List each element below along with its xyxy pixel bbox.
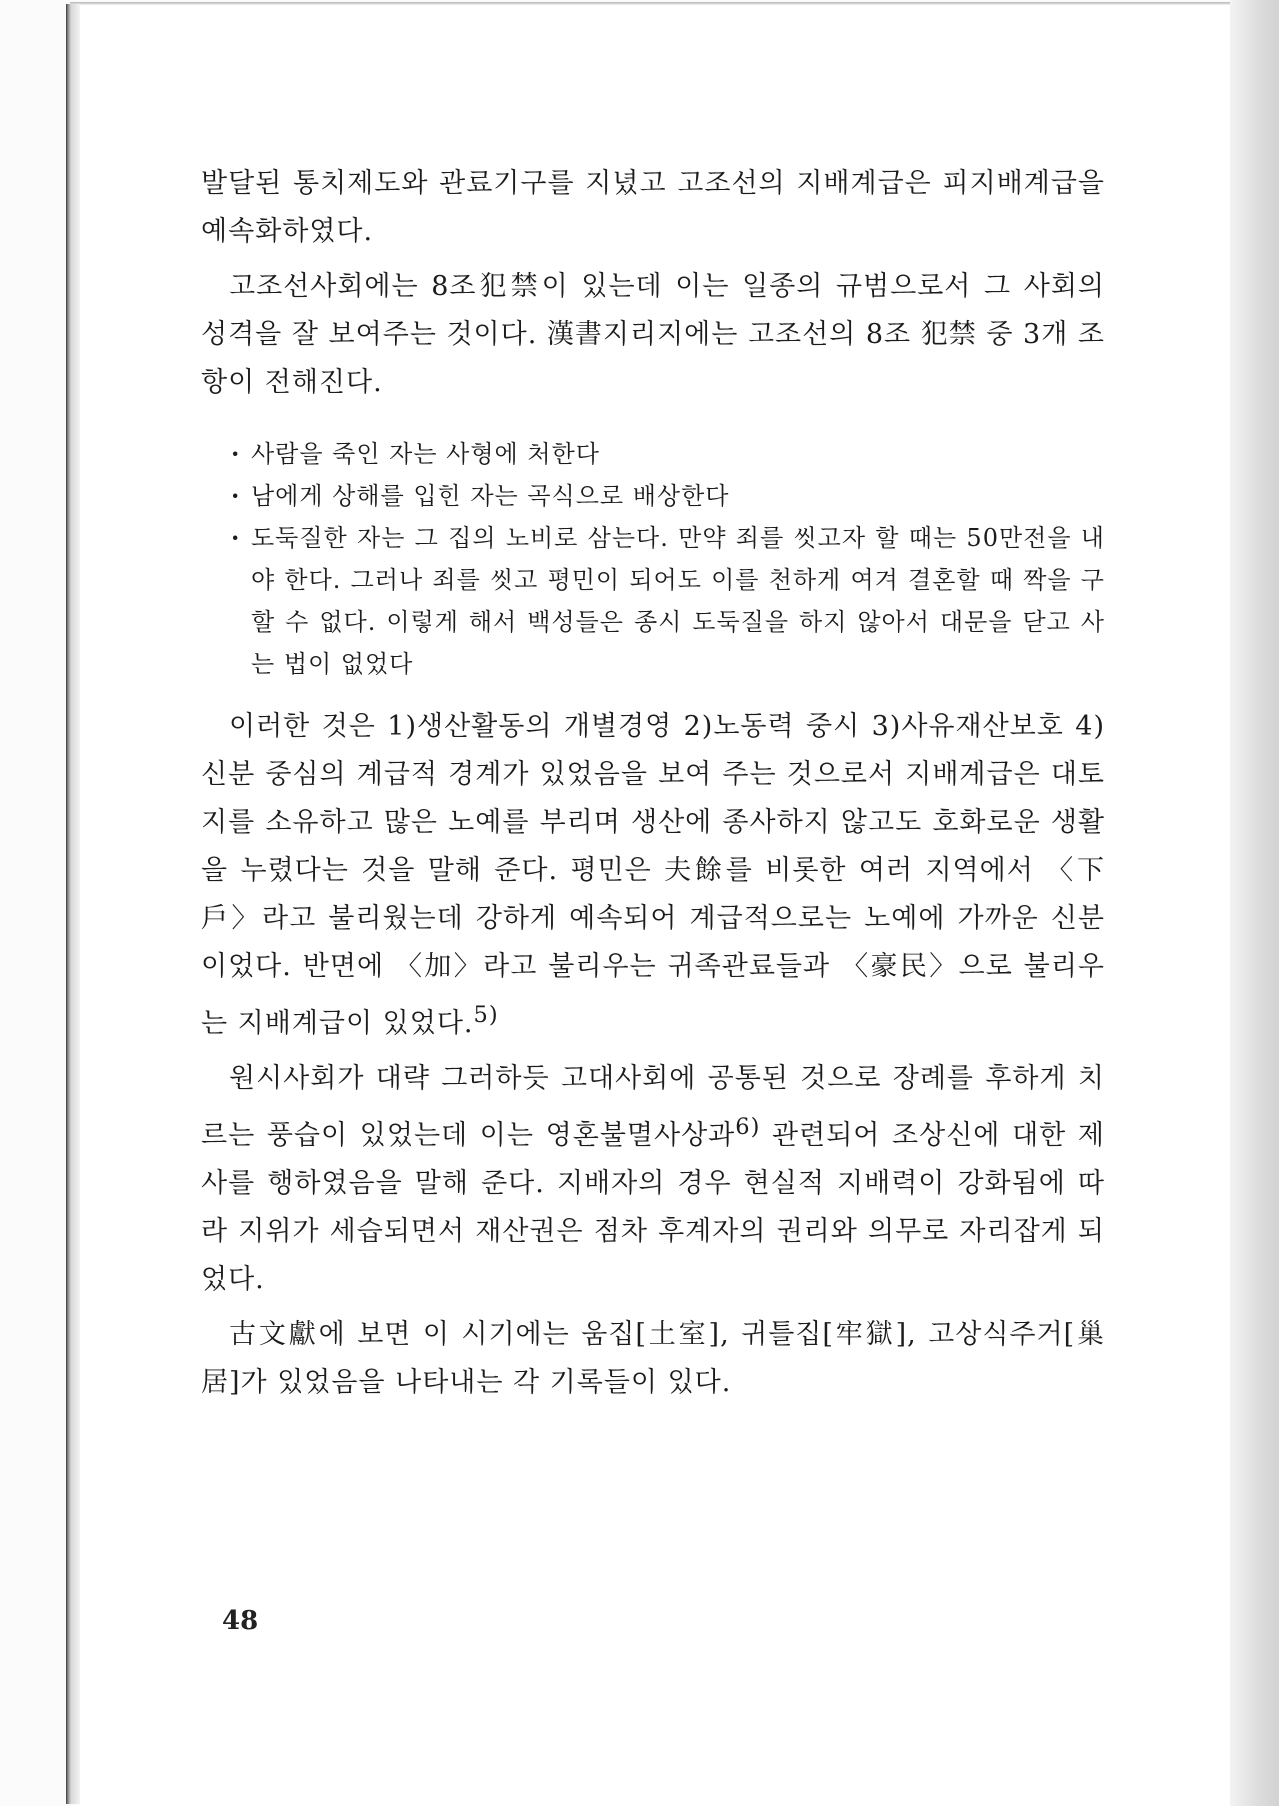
page-number: 48 (222, 1606, 259, 1636)
list-item: · 도둑질한 자는 그 집의 노비로 삼는다. 만약 죄를 씻고자 할 때는 50만전을 내야 한다. 그러나 죄를 씻고 평민이 되어도 이를 천하게 여겨 결혼할 때 짝을 구할 수 없다. 이렇게 해서 백성들은 종시 도둑질을 하지 않아서 대문을 닫고 사는 법이 없었다 (231, 517, 1105, 685)
list-item: · 사람을 죽인 자는 사형에 처한다 (231, 433, 1105, 475)
paragraph-1: 발달된 통치제도와 관료기구를 지녔고 고조선의 지배계급은 피지배계급을 예속화하였다. (201, 168, 1105, 247)
footnote-ref-5: 5) (473, 1002, 499, 1028)
footnote-ref-6: 6) (735, 1114, 761, 1140)
paragraph-4-text: 원시사회가 대략 그러하듯 고대사회에 공통된 것으로 장례를 후하게 치르는 풍습이 있었는데 이는 영혼불멸사상과 (201, 1063, 1105, 1151)
paragraph-4 (201, 1055, 1105, 1304)
paragraph-5: 古文獻에 보면 이 시기에는 움집[土室], 귀틀집[牢獄], 고상식주거[巢居]가 있었음을 나타내는 각 기록들이 있다. (201, 1319, 1105, 1398)
list-item: · 남에게 상해를 입힌 자는 곡식으로 배상한다 (231, 475, 1105, 517)
page-right-shadow (1230, 0, 1279, 1806)
eight-prohibitions-list (201, 433, 1105, 685)
page-body (201, 160, 1105, 1407)
paragraph-3-text: 이러한 것은 1)생산활동의 개별경영 2)노동력 중시 3)사유재산보호 4)신분 중심의 계급적 경계가 있었음을 보여 주는 것으로서 지배계급은 대토지를 소유하고 많은 노예를 부리며 생산에 종사하지 않고도 호화로운 생활을 누렸다는 것을 말해 준다. 평민은 夫餘를 비롯한 여러 지역에서 〈下戶〉라고 불리웠는데 강하게 예속되어 계급적으로는 노예에 가까운 신분이었다. 반면에 〈加〉라고 불리우는 귀족관료들과 〈豪民〉으로 불리우는 지배계급이 있었다. (201, 711, 1105, 1039)
paragraph-4-text-cont: 관련되어 조상신에 대한 제사를 행하였음을 말해 준다. 지배자의 경우 현실적 지배력이 강화됨에 따라 지위가 세습되면서 재산권은 점차 후계자의 권리와 의무로 자리잡게 되었다. (201, 1120, 1106, 1295)
paragraph-3 (201, 703, 1105, 1048)
paragraph-2: 고조선사회에는 8조犯禁이 있는데 이는 일종의 규범으로서 그 사회의 성격을 잘 보여주는 것이다. 漢書지리지에는 고조선의 8조 犯禁 중 3개 조항이 전해진다. (201, 271, 1105, 398)
book-spine-shadow (66, 4, 80, 1804)
